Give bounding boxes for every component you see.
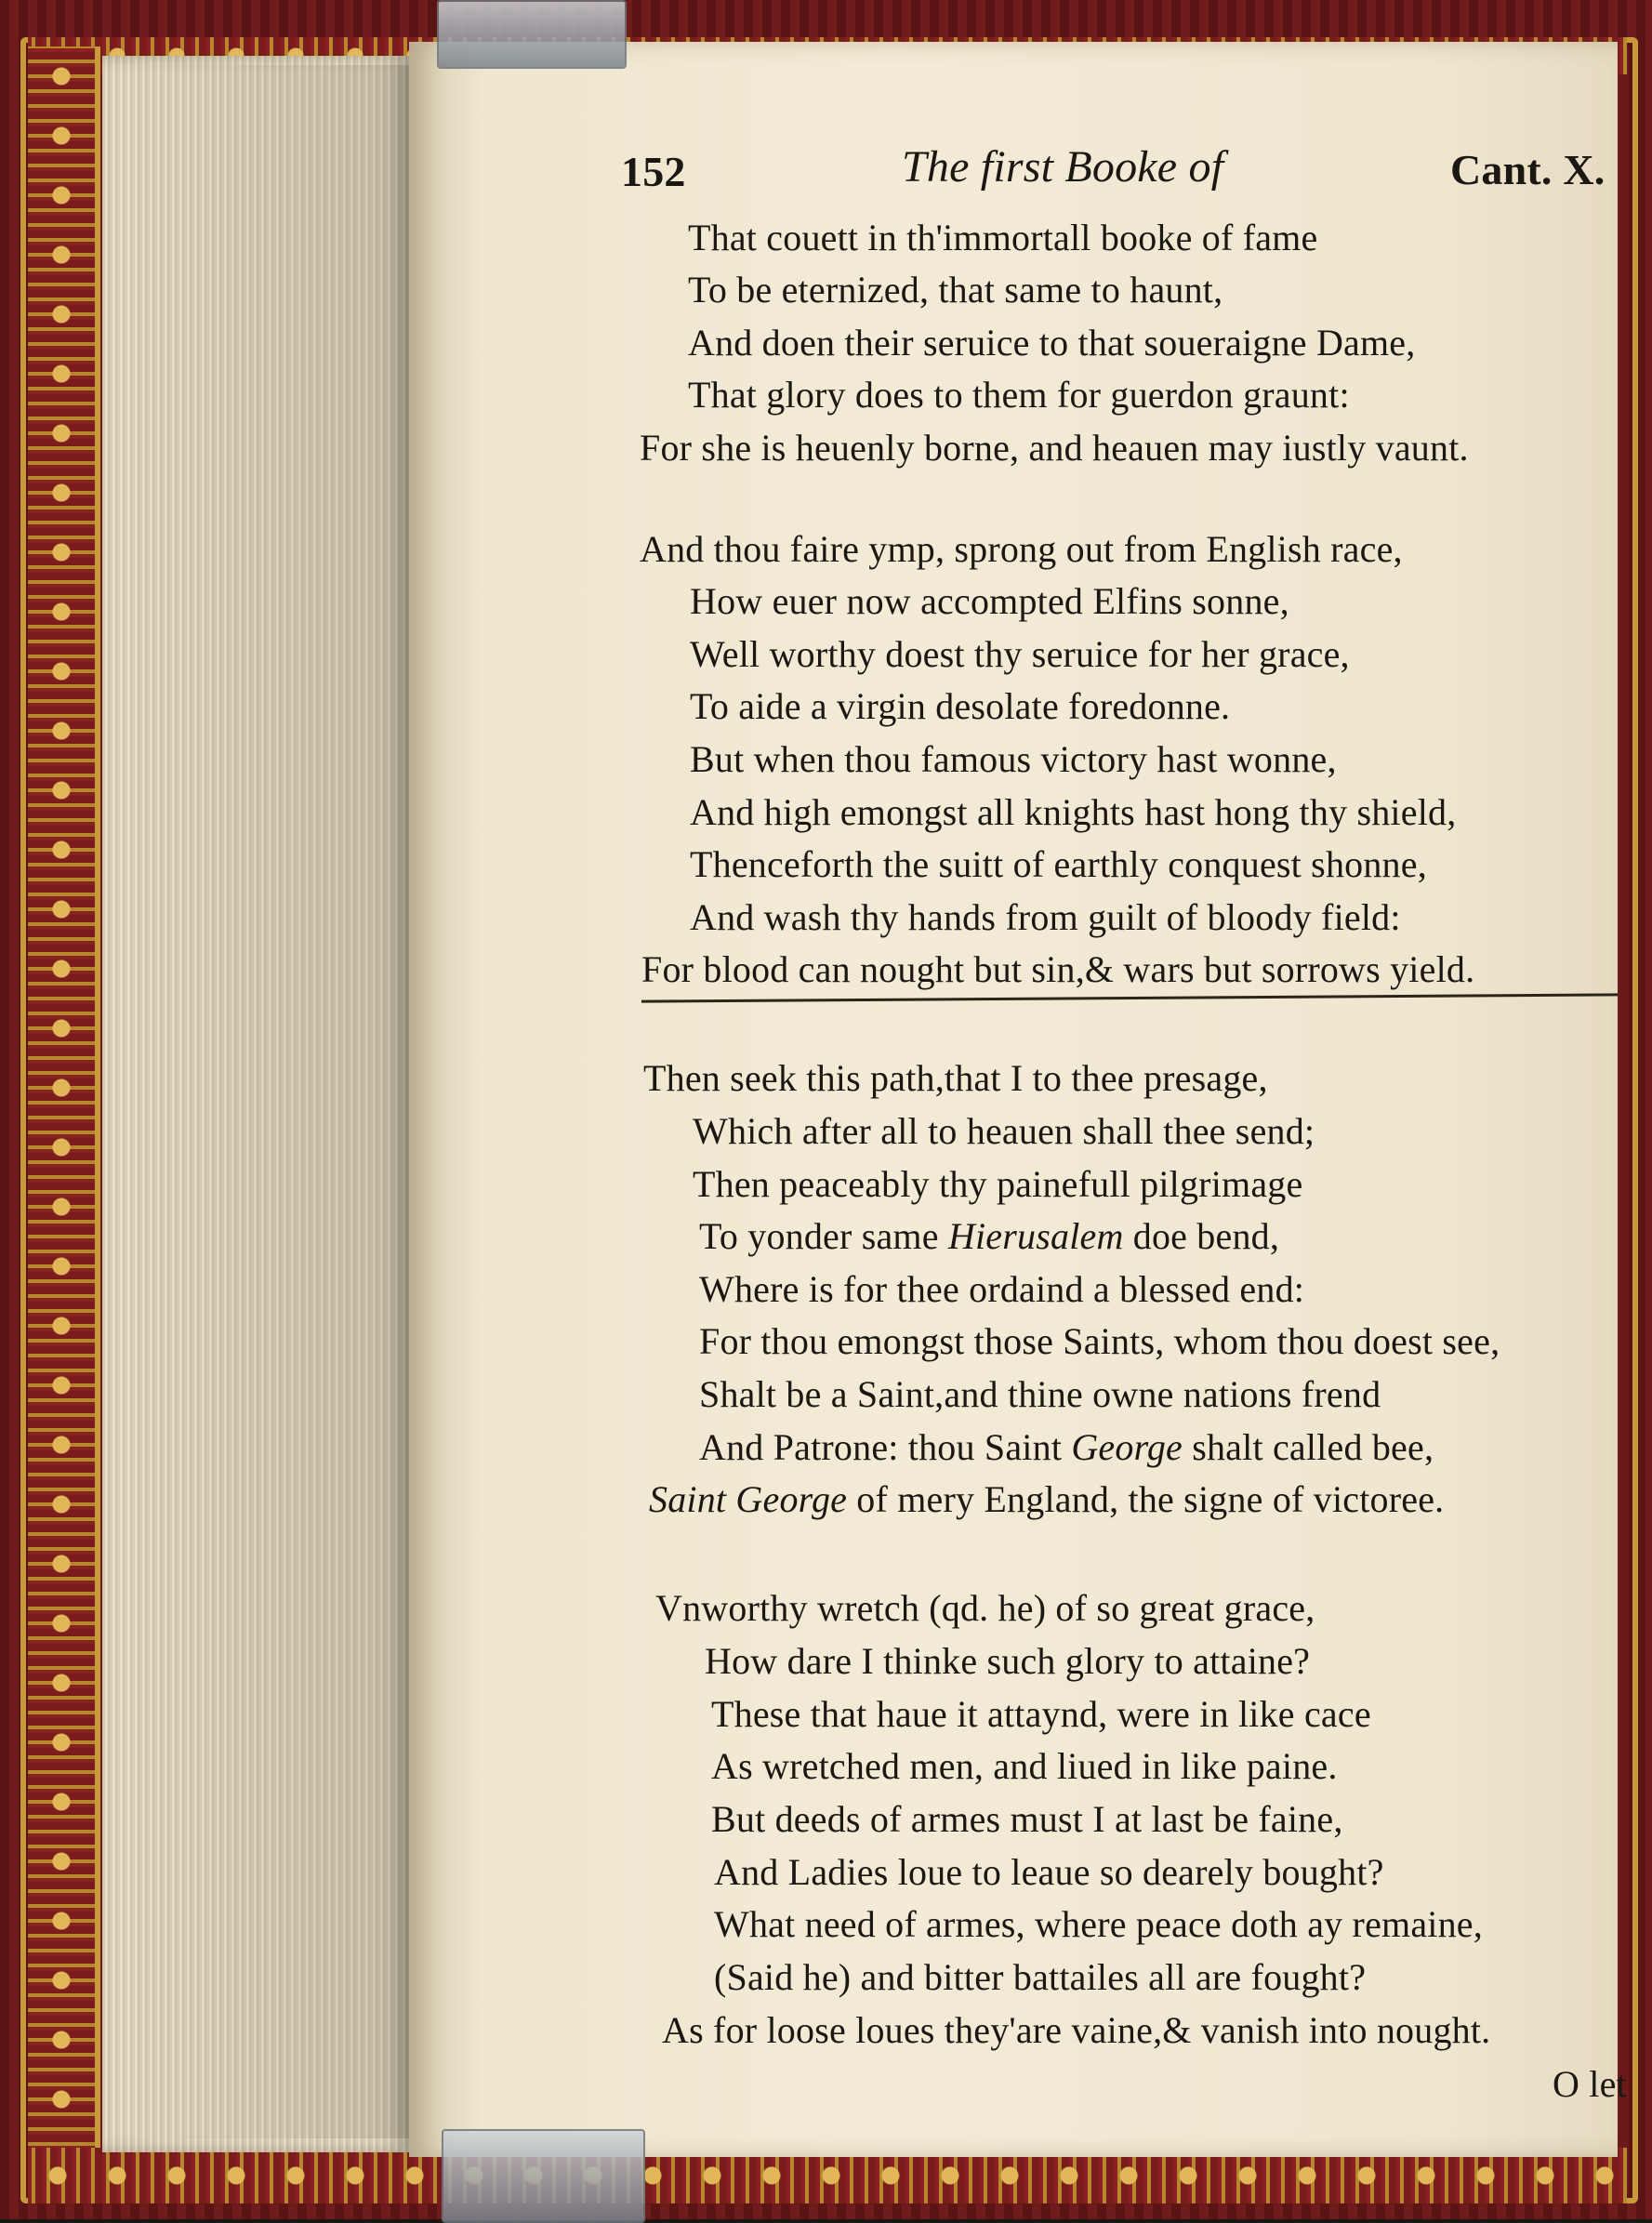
verse-line: How euer now accompted Elfins sonne, — [690, 580, 1289, 622]
verse-line: For she is heuenly borne, and heauen may iustly vaunt. — [640, 427, 1469, 469]
verse-line: (Said he) and bitter battailes all are fought? — [714, 1956, 1367, 1998]
verse-italic: Saint George — [649, 1478, 848, 1520]
verse-italic: George — [1071, 1426, 1183, 1468]
verse-line: What need of armes, where peace doth ay remaine, — [714, 1903, 1483, 1945]
verse-text: And Patrone: thou Saint — [699, 1426, 1072, 1468]
verse-line: And Ladies loue to leaue so dearely bought? — [714, 1851, 1384, 1893]
verse-line: Then peaceably thy painefull pilgrimage — [693, 1163, 1303, 1205]
verse-line: These that haue it attaynd, were in like cace — [711, 1693, 1371, 1735]
verse-line: And thou faire ymp, sprong out from English race, — [640, 528, 1403, 570]
verse-line: Vnworthy wretch (qd. he) of so great grace, — [655, 1587, 1315, 1629]
verse-text: shalt called bee, — [1183, 1426, 1434, 1468]
page-number: 152 — [621, 148, 686, 195]
verse-line: For thou emongst those Saints, whom thou doest see, — [699, 1320, 1500, 1362]
verse-line: How dare I thinke such glory to attaine? — [705, 1640, 1311, 1682]
verse-line: Where is for thee ordaind a blessed end: — [699, 1268, 1305, 1310]
ink-underline — [641, 993, 1618, 1002]
verse-line: Thenceforth the suitt of earthly conquest shonne, — [690, 843, 1427, 885]
verse-line — [699, 1425, 1434, 1469]
verse-line: As wretched men, and liued in like paine. — [711, 1745, 1338, 1787]
verse-line: Which after all to heauen shall thee send; — [693, 1110, 1315, 1152]
canto-label: Cant. X. — [1450, 146, 1606, 193]
verse-line: And doen their seruice to that soueraigne Dame, — [688, 322, 1416, 364]
verse-line — [649, 1477, 1444, 1521]
verse-text: To yonder same — [699, 1215, 948, 1257]
verse-line: And high emongst all knights hast hong thy shield, — [690, 791, 1457, 833]
verse-italic: Hierusalem — [947, 1215, 1124, 1257]
running-title: The first Booke of — [902, 142, 1224, 192]
verse-line: Then seek this path,that I to thee presage, — [643, 1057, 1268, 1099]
verse-text: of mery England, the signe of victoree. — [847, 1478, 1445, 1520]
verse-line: Well worthy doest thy seruice for her grace, — [690, 633, 1350, 675]
verse-line: To aide a virgin desolate foredonne. — [690, 685, 1231, 727]
verse-line: And wash thy hands from guilt of bloody field: — [690, 896, 1401, 938]
verse-text: doe bend, — [1123, 1215, 1280, 1257]
verse-line: To be eternized, that same to haunt, — [688, 269, 1223, 311]
verse-line: That couett in th'immortall booke of fame — [688, 217, 1318, 258]
verse-line: For blood can nought but sin,& wars but sorrows yield. — [641, 948, 1475, 990]
verse-line — [699, 1214, 1279, 1258]
catchword: O let — [1553, 2063, 1627, 2105]
verse-line: That glory does to them for guerdon graunt: — [688, 374, 1350, 416]
verse-line: As for loose loues they'are vaine,& vanish into nought. — [662, 2009, 1491, 2051]
verse-line: Shalt be a Saint,and thine owne nations frend — [699, 1373, 1381, 1415]
verse-line: But deeds of armes must I at last be faine, — [711, 1798, 1343, 1840]
verse-line: But when thou famous victory hast wonne, — [690, 738, 1337, 780]
